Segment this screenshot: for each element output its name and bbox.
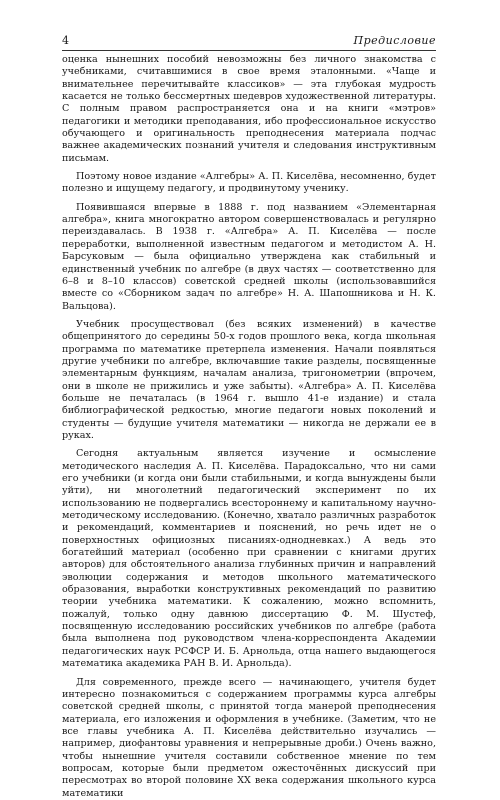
header-rule [62,50,436,51]
paragraph: Для современного, прежде всего — начинающего, учителя будет интересно познакомиться с содержанием программы курса алгебры советской средней школы, с принятой тогда манерой преподнесения материала, его изложения и оформления в учебнике. (Заметим, что не все главы учебника А. П. Киселёва действительно изучались — например, диофантовы уравнения и непрерывные дроби.) Очень важно, чтобы нынешние учителя составили собственное мнение по тем вопросам, которые были предметом ожесточённых дискуссий при пересмотрах во второй половине XX века содержания школьного курса математики [62,676,436,799]
paragraph: Сегодня актуальным является изучение и осмысление методического наследия А. П. Киселёва. Парадоксально, что ни сами его учебники (и когда они были стабильными, и когда вынуждены были уйти), ни многолетний педагогический эксперимент по их использованию не подвергались всестороннему и капитальному научно-методическому исследованию. (Конечно, хватало различных разработок и рекомендаций, комментариев и пояснений, но речь идет не о поверхностных официозных писаниях-однодневках.) А ведь это богатейший материал (особенно при сравнении с книгами других авторов) для обстоятельного анализа глубинных причин и направлений эволюции содержания и методов школьного математического образования, выработки конструктивных рекомендаций по развитию теории учебника математики. К сожалению, можно вспомнить, пожалуй, только одну давнюю диссертацию Ф. М. Шустеф, посвященную исследованию российских учебников по алгебре (работа была выполнена под руководством члена-корреспондента Академии педагогических наук РСФСР И. Б. Арнольда, отца нашего выдающегося математика академика РАН В. И. Арнольда). [62,448,436,670]
running-title: Предисловие [353,34,436,47]
paragraph: Поэтому новое издание «Алгебры» А. П. Киселёва, несомненно, будет полезно и ищущему педагогу, и продвинутому ученику. [62,171,436,195]
paragraph: Появившаяся впервые в 1888 г. под названием «Элементарная алгебра», книга многократно автором совершенствовалась и регулярно переиздавалась. В 1938 г. «Алгебра» А. П. Киселёва — после переработки, выполненной известным педагогом и методистом А. Н. Барсуковым — была официально утверждена как стабильный и единственный учебник по алгебре (в двух частях — соответственно для 6–8 и 8–10 классов) советской средней школы (использовавшийся вместе со «Сборником задач по алгебре» Н. А. Шапошникова и Н. К. Вальцова). [62,201,436,312]
page-number: 4 [62,34,69,47]
running-header [62,34,436,47]
paragraph: оценка нынешних пособий невозможны без личного знакомства с учебниками, считавшимися в свое время эталонными. «Чаще и внимательнее перечитывайте классиков» — эта глубокая мудрость касается не только бессмертных шедевров художественной литературы. С полным правом распространяется она и на книги «мэтров» педагогики и методики преподавания, ибо профессиональное искусство обучающего и оригинальность преподнесения материала подчас важнее академических познаний учителя и следования инструктивным письмам. [62,54,436,164]
paragraph: Учебник просуществовал (без всяких изменений) в качестве общепринятого до середины 50-х годов прошлого века, когда школьная программа по математике претерпела изменения. Начали появляться другие учебники по алгебре, включавшие такие разделы, посвященные элементарным функциям, началам анализа, тригонометрии (впрочем, они в школе не прижились и уже забыты). «Алгебра» А. П. Киселёва больше не печаталась (в 1964 г. вышло 41-е издание) и стала библиографической редкостью, многие педагоги новых поколений и студенты — будущие учителя математики — никогда не держали ее в руках. [62,318,436,441]
body-text [62,54,436,800]
